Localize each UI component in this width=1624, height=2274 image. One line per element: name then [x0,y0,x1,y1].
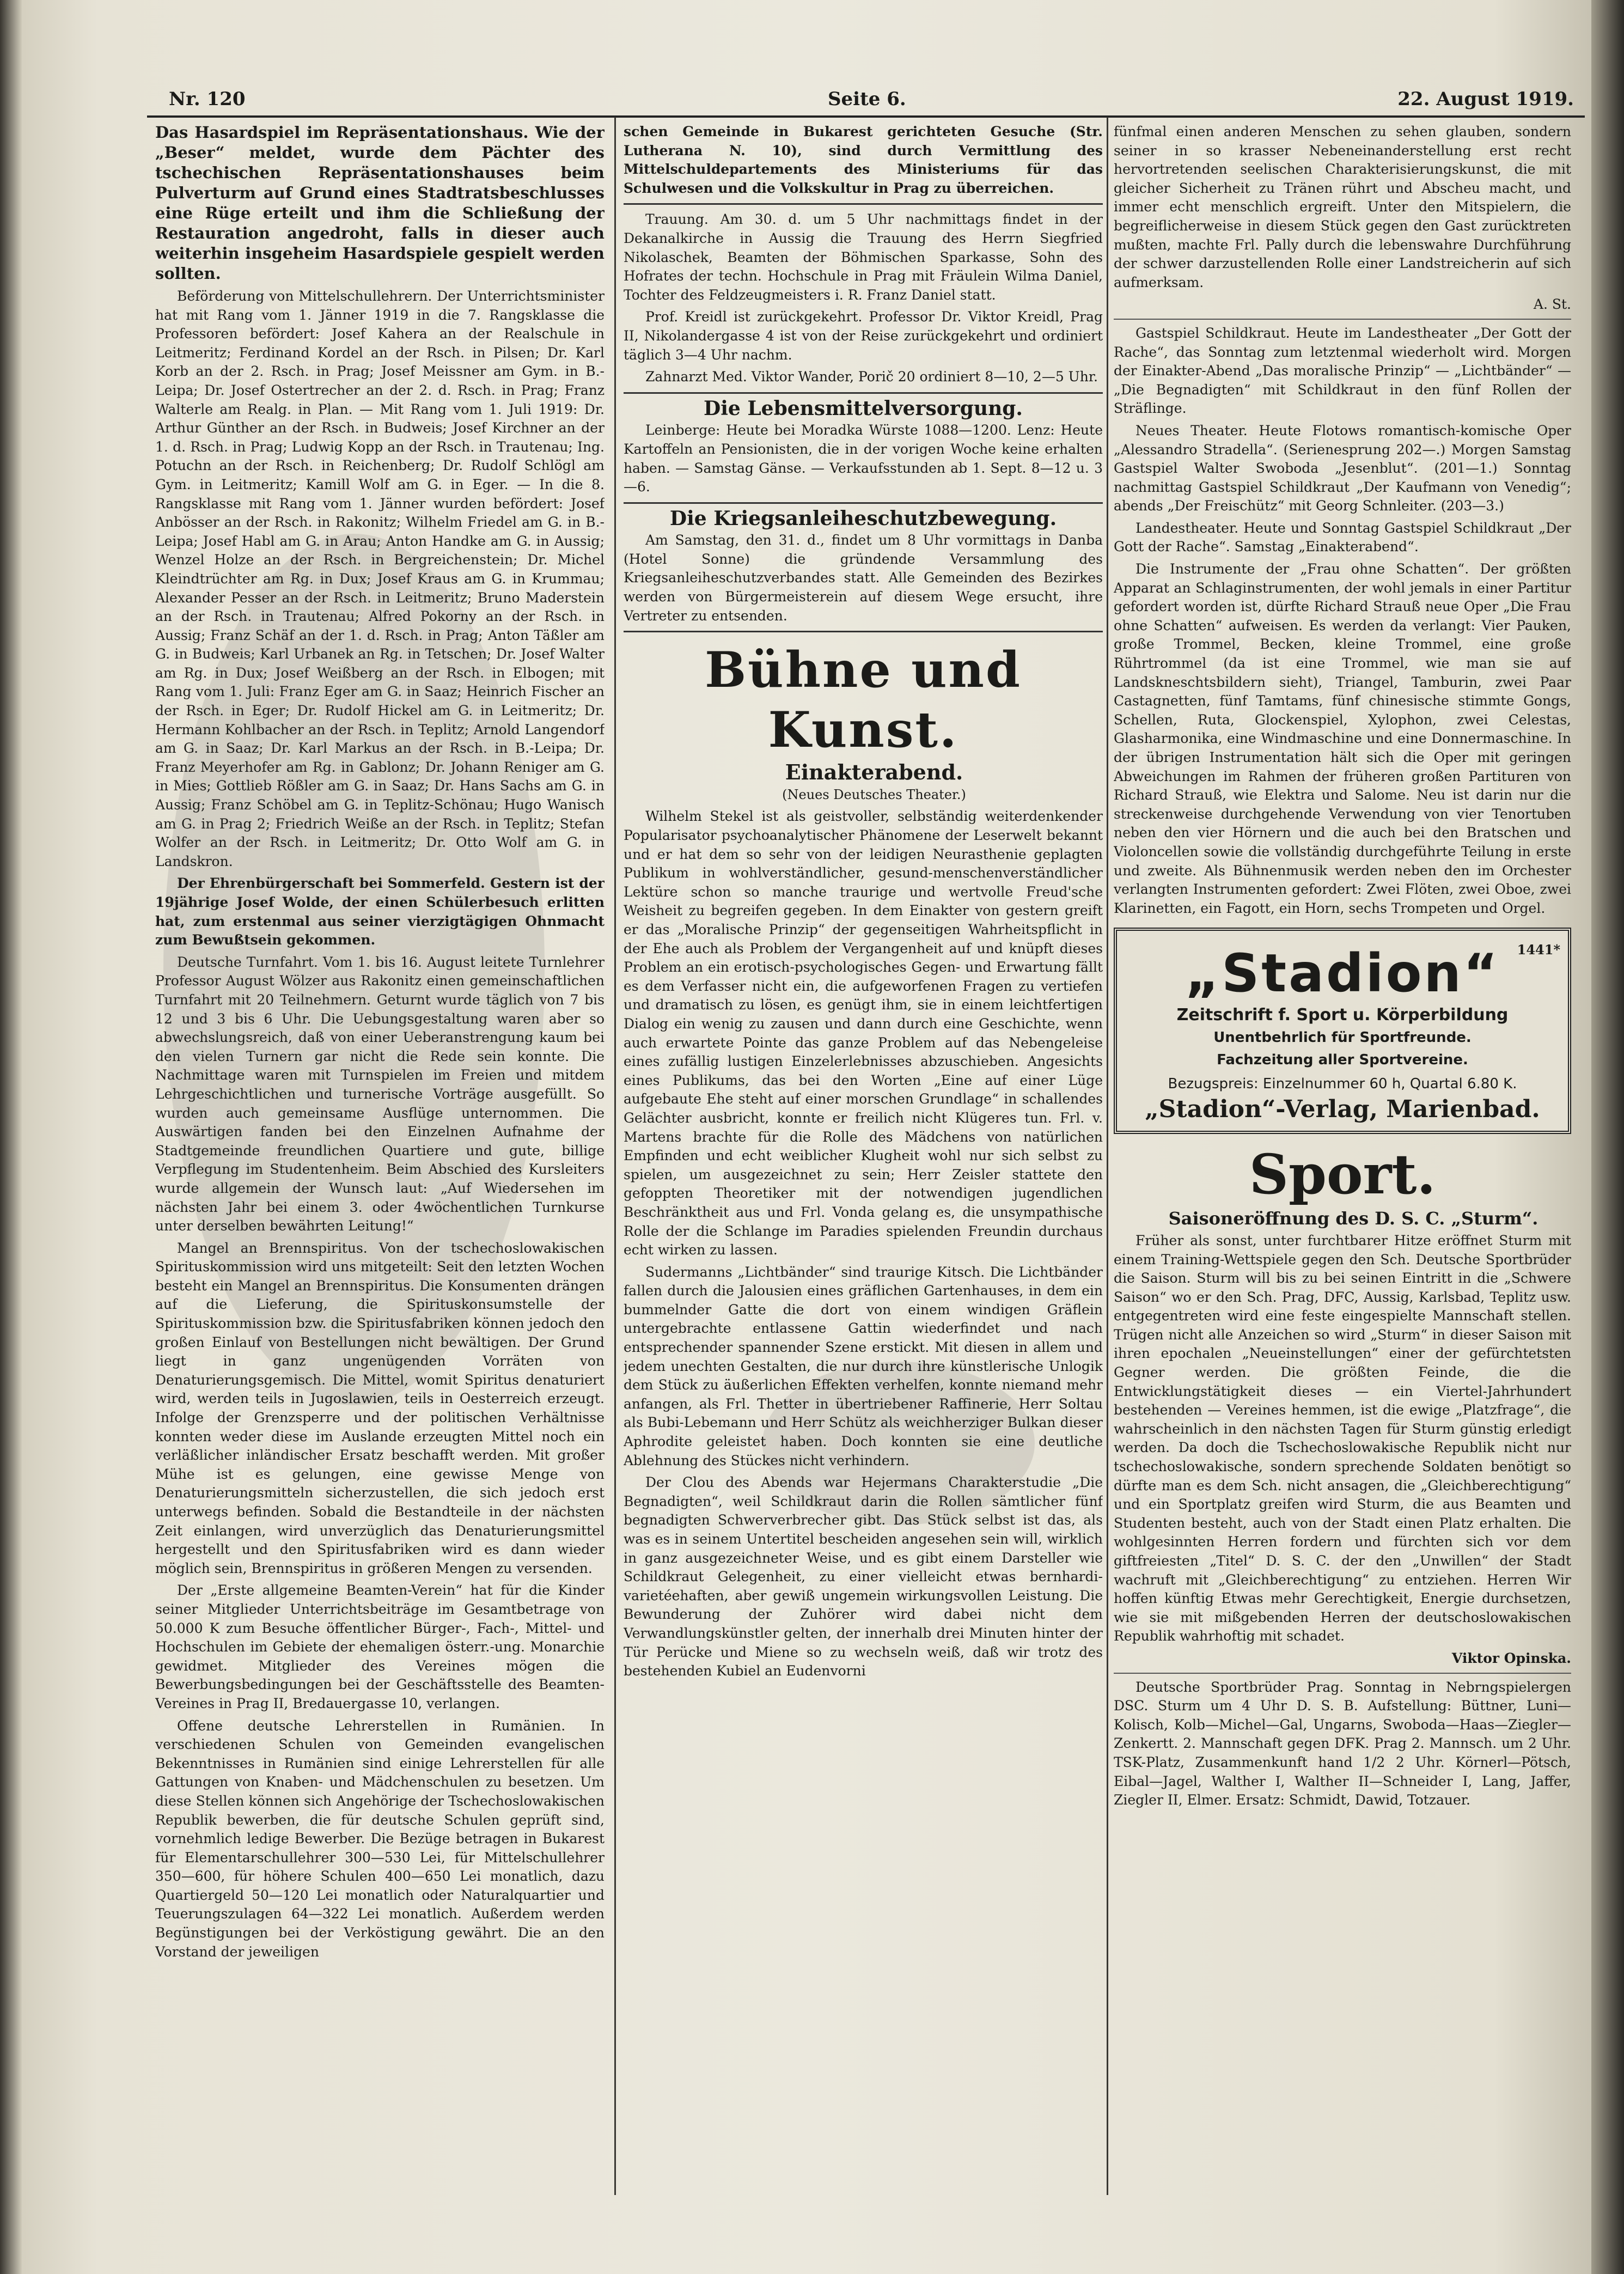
article-lebensmittel: Leinberge: Heute bei Moradka Würste 1088—1200. Lenz: Heute Kartoffeln an Pensionisten, die in der vorigen Woche keine erhalten haben. — Samstag Gänse. — Verkaufsstunden ab 1. Sept. 8—12 u. 3—6. [624,422,1103,495]
article-turnfahrt: Deutsche Turnfahrt. Vom 1. bis 16. August leitete Turnlehrer Professor August Wölzer aus Rakonitz einen gemeinschaftlichen Turnfahrt mit 20 Teilnehmern. Geturnt wurde täglich von 7 bis 12 und 3 bis 6 Uhr. Die Uebungsgestaltung waren aber so abwechslungsreich, daß von einer Ueberanstrengung kaum bei den vielen Turnern gar nicht die Rede sein konnte. Die Nachmittage waren mit Turnspielen im Freien und mitdem Lehrgeschichtlichen und turnerische Vorträge ausgefüllt. So wurden auch gemeinsame Ausflüge unternommen. Die Auswärtigen fanden bei den Einzelnen Aufnahme der Stadtgemeinde freundlichen Quartiere und gute, billige Verpflegung im Studentenheim. Beim Abschied des Kursleiters wurde allgemein der Wunsch laut: „Auf Wiedersehen im nächsten Jahr bei einem 3. oder 4wöchentlichen Turnkurse unter derselben bewährten Leitung!“ [155,954,605,1234]
print-smudge [762,1362,1035,1525]
ad-line: Fachzeitung aller Sportvereine. [1217,1051,1468,1068]
scan-edge-left [0,0,22,2274]
article-sturm: Früher als sonst, unter furchtbarer Hitze eröffnet Sturm mit einem Training-Wettspiele gegen den Sch. Deutsche Sportbrüder die Saison. Sturm will bis zu bei seinen Eintritt in die „Schwere Saison“ wo er den Sch. Prag, DFC, Aussig, Karlsbad, Teplitz usw. entgegentreten wird eine feste eingespielte Mannschaft stellen. Trügen nicht alle Anzeichen so wird „Sturm“ in dieser Saison mit ihren epochalen „Neueinstellungen“ einer der gefürchtetsten Gegner werden. Die größten Feinde, die die Entwicklungstätigkeit dieses — ein Viertel-Jahrhundert bestehenden — Vereines hemmen, ist die ewige „Platzfrage“, die wahrscheinlich in den nächsten Tagen für Sturm günstig erledigt werden. Da doch die Tschechoslowakische Republik nicht nur tschechoslowakische, sondern sprechende Soldaten benötigt so dürfte man es dem Sch. nicht ansagen, die „Gleichberechtigung“ und ein Sportplatz greifen wird Sturm, die aus Beamten und Studenten besteht, auch von der Stadt einen Platz erhalten. Die wohlgesinnten Herren fordern und fürchten sich vor dem giftfreiesten „Titel“ D. S. C. der den „Unwillen“ der Stadt wachruft mit „Gleichberechtigung“ zu entziehen. Herren Wir hoffen künftig Etwas mehr Gerechtigkeit, Energie durchsetzen, wie sie mit mißgebenden Herren der deutschoslowakischen Republik wahrhoftig mit schadet. [1114,1232,1571,1644]
review-hejermans: Der Clou des Abends war Hejermans Charakterstudie „Die Begnadigten“, weil Schildkraut darin die Rollen sämtlicher fünf begnadigten Schwerverbrecher gibt. Das Stück selbst ist das, als was es in seinem Untertitel bescheiden angesehen sein will, wirklich in ganz ausgezeichneter Weise, und es gibt einem Darsteller wie Schildkraut Gelegenheit, zu einer vielleicht etwas bernhardi-varietéehaften, aber gewiß ungemein wirkungsvollen Leistung. Die Bewunderung der Zuhörer wird dabei nicht dem Verwandlungskünstler gelten, der innerhalb drei Minuten hinter der Tür Perücke und Miene so zu wechseln weiß, daß wir trotz des bestehenden Kubiel an Eudenvorni [624,1474,1103,1679]
column-2 [624,123,1103,2198]
article-beamten-verein: Der „Erste allgemeine Beamten-Verein“ hat für die Kinder seiner Mitglieder Unterrichtsbeiträge im Gesamtbetrage von 50.000 K zum Besuche öffentlicher Bürger-, Fach-, Mittel- und Hochschulen im Gebiete der ehemaligen österr.-ung. Monarchie gewidmet. Mitglieder des Vereines mögen die Bewerbungsbedingungen bei der Geschäftsstelle des Beamten-Vereines in Prag II, Bredauergasse 10, verlangen. [155,1582,605,1711]
ad-subtitle: Zeitschrift f. Sport u. Körperbildung [1176,1005,1509,1025]
theater-note: (Neues Deutsches Theater.) [782,787,966,802]
issue-date: 22. August 1919. [1397,88,1574,110]
article-signature: Viktor Opinska. [1451,1650,1571,1666]
divider [624,392,1103,394]
stadion-advertisement [1114,928,1571,1134]
article-zahnarzt: Zahnarzt Med. Viktor Wander, Porič 20 ordiniert 8—10, 2—5 Uhr. [645,369,1098,385]
review-signature: A. St. [1533,296,1571,313]
article-ohnmacht: Der Ehrenbürgerschaft bei Sommerfeld. Gestern ist der 19jährige Josef Wolde, der einen Schülerbesuch erlitten hat, zum erstenmal aus seiner vierzigtägigen Ohnmacht zum Bewußtsein gekommen. [155,875,605,948]
section-heading-buehne: Bühne und Kunst. [705,641,1022,759]
column-3 [1114,123,1571,2198]
print-smudge [163,534,545,1405]
divider [624,203,1103,205]
article-kriegsanleihe: Am Samstag, den 31. d., findet um 8 Uhr vormittags in Danba (Hotel Sonne) die gründende Versammlung des Kriegsanleiheschutzverbandes statt. Alle Gemeinden des Bezirkes werden von Bürgermeisterein auf diesem Wege ersucht, ihre Vertreter zu entsenden. [624,532,1103,624]
ad-number: 1441* [1517,942,1560,958]
subheading-einakterabend: Einakterabend. [785,760,963,785]
review-sudermann: Sudermanns „Lichtbänder“ sind traurige Kitsch. Die Lichtbänder fallen durch die Jalousien eines gräflichen Gartenhauses, in dem ein bummelnder Gatte die dort von einem windigen Gräflein untergebrachte entlassene Gattin wiederfindet und nach entsprechender spannender Szene erstickt. Mit diesen in allem und jedem unechten Gestalten, die nur durch ihre künstlerische Unlogik dem Stück zu äußerlichen Effekten verhelfen, konnte niemand mehr anfangen, als Frl. Thetter in übertriebener Raffinerie, Herr Soltau als Bubi-Lebemann und Herr Schütz als weichherziger Bulkan dieser Aphrodite geleistet haben. Doch konnten sie eine deutliche Ablehnung des Stückes nicht verhindern. [624,1264,1103,1468]
article-kreidl: Prof. Kreidl ist zurückgekehrt. Professor Dr. Viktor Kreidl, Prag II, Nikolandergasse 4 ist von der Reise zurückgekehrt und ordiniert täglich 3—4 Uhr nachm. [624,309,1103,363]
article-gesuche: schen Gemeinde in Bukarest gerichteten Gesuche (Str. Lutherana N. 10), sind durch Vermittlung des Mittelschuldepartements des Ministeriums für das Schulwesen und die Volkskultur in Prag zu überreichen. [624,124,1103,196]
article-befoerderung: Beförderung von Mittelschullehrern. Der Unterrichtsminister hat mit Rang vom 1. Jänner 1919 in die 7. Rangsklasse die Professoren befördert: Josef Kahera an der Realschule in Leitmeritz; Ferdinand Kordel an der Rsch. in Pilsen; Dr. Karl Korb an der 2. Rsch. in Prag; Josef Meissner am Gym. in B.-Leipa; Dr. Josef Ostertrecher an der 2. d. Rsch. in Prag; Franz Walterle am Realg. in Plan. — Mit Rang vom 1. Juli 1919: Dr. Arthur Günther an der Rsch. in Budweis; Josef Kirchner an der 1. d. Rsch. in Prag; Ludwig Kopp an der Rsch. in Trautenau; Ing. Potuchn an der Rsch. in Reichenberg; Dr. Rudolf Schlögl am Gym. in Leitmeritz; Kamill Wolf am G. in Eger. — In die 8. Rangsklasse mit Rang vom 1. Jänner wurden befördert: Josef Anbösser an der Rsch. in Rakonitz; Wilhelm Friedel am G. in B.-Leipa; Josef Habl am G. in Arau; Anton Handke am G. in Aussig; Wenzel Holze an der Rsch. in Bergreichenstein; Dr. Michel Kleindtrüchter am Rg. in Dux; Josef Kraus am G. in Krummau; Alexander Pesser an der Rsch. in Leitmeritz; Bruno Maderstein an der Rsch. in Trautenau; Alfred Pokorny an der Rsch. in Aussig; Franz Schäf an der 1. d. Rsch. in Prag; Anton Täßler am G. in Budweis; Karl Urbanek an Rg. in Tetschen; Dr. Josef Walter am Rg. in Dux; Josef Weißberg an der Rsch. in Elbogen; mit Rang vom 1. Juli: Franz Eger am G. in Saaz; Heinrich Fischer an der Rsch. in Eger; Dr. Rudolf Hickel am G. in Leitmeritz; Dr. Hermann Kohlbacher an der Rsch. in Teplitz; Arnold Langendorf am G. in Saaz; Dr. Karl Markus an der Rsch. in B.-Leipa; Dr. Franz Meyerhofer am Rg. in Gablonz; Dr. Johann Reniger am G. in Mies; Gottlieb Rößler am G. in Saaz; Dr. Hans Sachs am G. in Aussig; Franz Schöbel am G. in Teplitz-Schönau; Hugo Wanisch am G. in Prag 2; Friedrich Weiße an der Rsch. in Teplitz; Stefan Wolfer an der Rsch. in Leitmeritz; Dr. Otto Wolf am G. in Landskron. [155,288,605,869]
column-rule [1107,117,1108,2195]
article-brennspiritus: Mangel an Brennspiritus. Von der tschechoslowakischen Spirituskommission wird uns mitgeteilt: Seit den letzten Wochen besteht ein Mangel an Brennspiritus. Die Konsumenten drängen auf die Lieferung, die Spirituskonsumstelle der Spirituskommission bzw. die Spiritusfabriken können jedoch den großen Einlauf von Bestellungen nicht bewältigen. Der Grund liegt in ganz ungenügenden Vorräten von Denaturierungsgemisch. Die Mittel, womit Spiritus denaturiert wird, werden teils in Jugoslawien, teils in Oesterreich erzeugt. Infolge der Grenzsperre und der politischen Verhältnisse konnten weder diese im Auslande erzeugten Mittel noch ein verläßlicher inländischer Ersatz beschafft werden. Mit großer Mühe ist es gelungen, eine gewisse Menge von Denaturierungsmitteln sicherzustellen, die sich jedoch erst unterwegs befinden. Sobald die Bestandteile in der nächsten Zeit einlangen, wird unverzüglich das Denaturierungsmittel hergestellt und den Spiritusfabriken wird es dann wieder möglich sein, Brennspiritus in größeren Mengen zu versenden. [155,1240,605,1576]
ad-publisher: „Stadion“-Verlag, Marienbad. [1145,1095,1540,1123]
page-header [147,82,1585,118]
article-frau-ohne-schatten: Die Instrumente der „Frau ohne Schatten“. Der größten Apparat an Schlaginstrumenten, der wohl jemals in einer Partitur gefordert worden ist, dürfte Richard Strauß neue Oper „Die Frau ohne Schatten“ aufweisen. Es werden da verlangt: Vier Pauken, große Trommel, Becken, kleine Trommel, eine große Rührtrommel (da ist eine Trommel, wie man sie auf Landskneschtsbildern sieht), Triangel, Tamburin, zwei Paar Castagnetten, fünf Tamtams, fünf chinesische stimmte Gongs, Schellen, Ruta, Glockenspiel, Xylophon, zwei Celestas, Glasharmonika, eine Windmaschine und eine Donnermaschine. In der übrigen Instrumentation hält sich die Oper mit geringen Abweichungen im Rahmen der früheren großen Partituren von Richard Strauß, wie Elektra und Salome. Neu ist darin nur die streckenweise durchgehende Verwendung von vier Tenortuben neben den vier Hörnern und die auch bei den Bratschen und Violoncellen sowie die vollständig durchgeführte Teilung in erste und zweite. Als Bühnenmusik werden neben den im Orchester verlangten Instrumenten gefordert: Zwei Flöten, zwei Oboe, zwei Klarinetten, ein Fagott, ein Horn, sechs Trompeten und Orgel. [1114,561,1571,916]
article-lehrerstellen: Offene deutsche Lehrerstellen in Rumänien. In verschiedenen Schulen von Gemeinden evangelischen Bekenntnisses in Rumänien sind einige Lehrerstellen für alle Gattungen von Knaben- und Mädchenschulen zu besetzen. Um diese Stellen können sich Angehörige der Tschechoslowakischen Republik bewerben, die für deutsche Schulen geprüft sind, vornehmlich ledige Bewerber. Die Bezüge betragen in Bukarest für Elementarschullehrer 300—530 Lei, für Mittelschullehrer 350—600, für höhere Schulen 400—650 Lei monatlich, dazu Quartiergeld 50—120 Lei monatlich oder Naturalquartier und Teuerungszulagen 64—322 Lei monatlich. Außerdem werden Begünstigungen bei der Verköstigung gewährt. Die an den Vorstand der jeweiligen [155,1717,605,1960]
scan-edge-right [1591,0,1624,2274]
review-continued: fünfmal einen anderen Menschen zu sehen glauben, sondern seiner in so krasser Nebeneinanderstellung erst recht hervortretenden seelischen Charakterisierungskunst, die mit gleicher Sicherheit zu Tränen rührt und Abscheu macht, und immer echt menschlich ergreift. Unter den Mitspielern, die begreiflicherweise in diesem Stück gegen den Gast zurücktreten mußten, machte Frl. Pally durch die lebenswahre Durchführung der schwer darzustellenden Rolle einer Landstreicherin auf sich aufmerksam. [1114,124,1571,290]
article-trauung: Trauung. Am 30. d. um 5 Uhr nachmittags findet in der Dekanalkirche in Aussig die Trauung des Herrn Siegfried Nikolaschek, Beamten der Böhmischen Sparkasse, Sohn des Hofrates der techn. Hochschule in Prag mit Fräulein Wilma Daniel, Tochter des Feldzeugmeisters i. R. Franz Daniel statt. [624,211,1103,303]
review-stekel: Wilhelm Stekel ist als geistvoller, selbständig weiterdenkender Popularisator psychoanalytischer Phänomene der Leserwelt bekannt und er hat dem so sehr von der leidigen Neurasthenie geplagten Publikum in wohlverständlicher, gesund-menschenverständlicher Lektüre schon so manche traurige und wertvolle Freud'sche Weisheit zu begreifen gegeben. In dem Einakter von gestern greift er das „Moralische Prinzip“ der gegenseitigen Wahrheitspflicht in der Ehe auch als Problem der Vergangenheit auf und knüpft dieses Problem an ein erotisch-psychologisches Gegen- und Erwartung fällt es dem Verfasser nicht ein, die aufgeworfenen Fragen zu vertiefen und dramatisch zu lösen, es genügt ihm, sie in einem leichtfertigen Dialog ein wenig zu zausen und dann durch eine Geschichte, wenn auch erwartete Pointe das ganze Problem auf das Nebengeleise eines zufällig lustigen Einzelerlebnisses abzuschieben. Angesichts eines Publikums, das bei den Worten „Eine auf einer Lüge aufgebaute Ehe steht auf einer morschen Grundlage“ in schallendes Gelächter ausbricht, konnte er freilich nicht Klügeres tun. Frl. v. Martens brachte für die Rolle des Mädchens von natürlichen Empfinden und echt weiblicher Klugheit wohl nur sich selbst zu spielen, um ausgezeichnet zu sein; Herr Zeisler stattete den gefoppten Theoretiker mit der notwendigen jugendlichen Beschränktheit aus und Frl. Vonda gelang es, die unsympathische Rolle der die Schlange im Paradies spielenden Freundin durchaus echt wirken zu lassen. [624,808,1103,1258]
divider [624,631,1103,632]
page-number: Seite 6. [828,88,906,110]
heading-kriegsanleihe: Die Kriegsanleiheschutzbewegung. [669,507,1057,530]
divider [1114,1673,1571,1674]
ad-line: Unentbehrlich für Sportfreunde. [1213,1029,1472,1046]
ad-title: „Stadion“ [1185,943,1500,1004]
section-heading-sport: Sport. [1249,1142,1436,1207]
divider [1114,319,1571,320]
ad-price: Bezugspreis: Einzelnummer 60 h, Quartal 6.80 K. [1168,1076,1517,1093]
article-hasardspiel: Das Hasardspiel im Repräsentationshaus. Wie der „Beser“ meldet, wurde dem Pächter des tschechischen Repräsentationshauses beim Pulverturm auf Grund eines Stadtratsbeschlusses eine Rüge erteilt und ihm die Schließung der Restauration angedroht, falls in dieser auch weiterhin insgeheim Hasardspiele gespielt werden sollten. [155,123,605,283]
divider [624,502,1103,504]
heading-lebensmittel: Die Lebensmittelversorgung. [704,397,1023,420]
article-landestheater: Landestheater. Heute und Sonntag Gastspiel Schildkraut „Der Gott der Rache“. Samstag „Einakterabend“. [1114,520,1571,555]
article-gastspiel: Gastspiel Schildkraut. Heute im Landestheater „Der Gott der Rache“, das Sonntag zum letztenmal wiederholt wird. Morgen der Einakter-Abend „Das moralische Prinzip“ — „Lichtbänder“ — „Die Begnadigten“ mit Schildkraut in den fünf Rollen der Sträflinge. [1114,325,1571,417]
issue-number: Nr. 120 [169,88,246,110]
article-neues-theater: Neues Theater. Heute Flotows romantisch-komische Oper „Alessandro Stradella“. (Serienesprung 202—.) Morgen Samstag Gastspiel Walter Swoboda „Jesenblut“. (201—1.) Sonntag nachmittag Gastspiel Schildkraut „Der Kaufmann von Venedig“; abends „Der Freischütz“ mit Georg Schnleiter. (203—3.) [1114,422,1571,514]
article-sportbrueder: Deutsche Sportbrüder Prag. Sonntag in Nebrngspielergen DSC. Sturm um 4 Uhr D. S. B. Aufstellung: Büttner, Luni—Kolisch, Kolb—Michel—Gal, Ungarns, Swoboda—Haas—Ziegler—Zenkertt. 2. Mannschaft gegen DFK. Prag 2. Mannsch. um 2 Uhr. TSK-Platz, Zusammenkunft hand 1/2 2 Uhr. Körnerl—Pötsch, Eibal—Jagel, Walther I, Walther II—Schneider I, Lang, Jaffer, Ziegler II, Elmer. Ersatz: Schmidt, Dawid, Totzauer. [1114,1679,1571,1808]
column-rule [614,117,616,2195]
subheading-sturm: Saisoneröffnung des D. S. C. „Sturm“. [1168,1208,1538,1229]
